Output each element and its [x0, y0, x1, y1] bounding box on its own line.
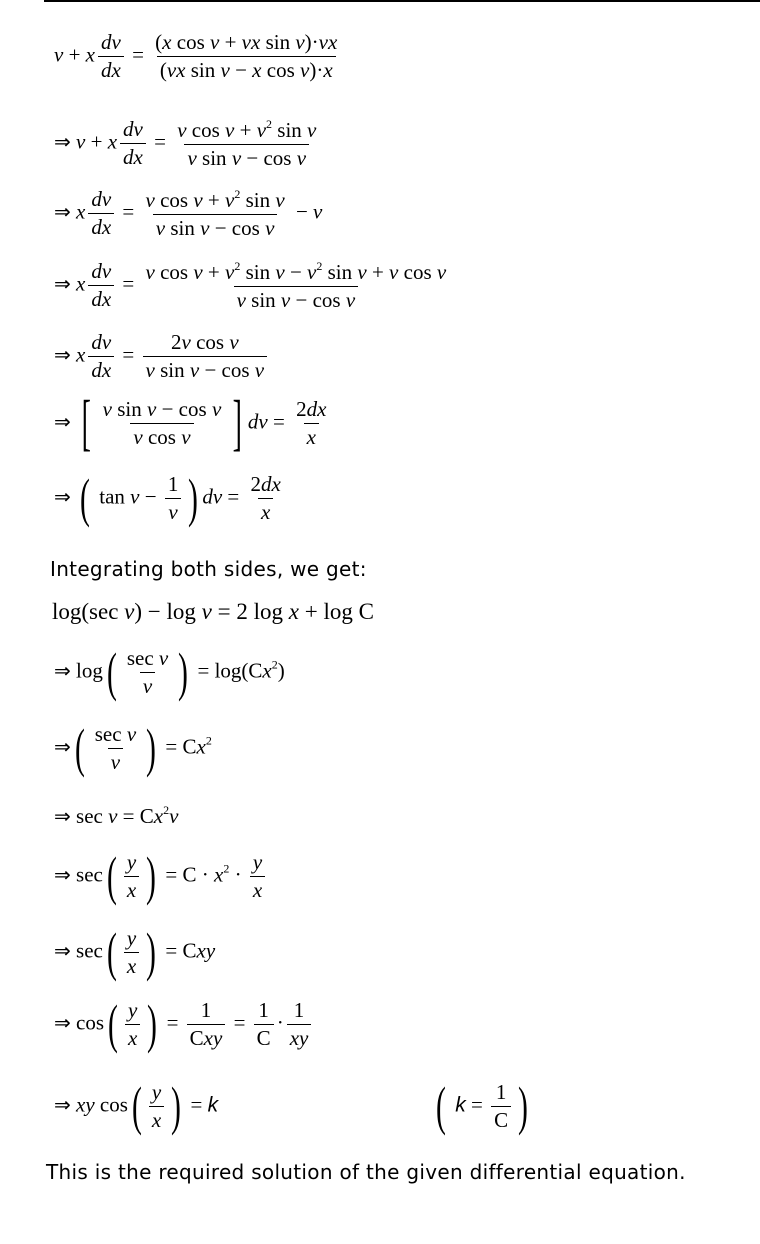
- equation-step-15: ⇒ xy cos( $\frac{y}{x}$ ) = k: [54, 1076, 219, 1137]
- equation-step-13: ⇒ sec( $\frac{y}{x}$ ) = Cxy: [54, 922, 216, 983]
- equation-step-3: ⇒ x $\frac{dv}{dx}$ = $\frac{v \cos v + v^2 \sin v}{\text{v sin v − cos v}}$ − v: [54, 187, 323, 240]
- equation-step-4: ⇒ x $\frac{dv}{dx}$ = $\frac{v \cos v + v^2 \sin v - v^2 \sin v + v \cos v}{\text{v sin v − cos v}}$: [54, 259, 447, 312]
- equation-step-12: ⇒ sec( $\frac{y}{x}$ ) = $C \cdot x^2$ · $\frac{y}{x}$: [54, 852, 268, 901]
- equation-step-8: log(sec v) − log v = 2 log x + log C: [52, 599, 374, 624]
- equation-step-10: ⇒( $\frac{\text{sec v}}{v}$ ) = $Cx^2$: [54, 718, 212, 779]
- equation-step-6: ⇒ [ $\frac{\text{v sin v − cos v}}{\text{v cos v}}$ ] dv = $\frac{2dx}{x}$: [54, 389, 327, 457]
- equation-step-5: ⇒ x $\frac{dv}{dx}$ = $\frac{\text{2v cos v}}{\text{v sin v − cos v}}$: [54, 332, 270, 381]
- top-rule: [44, 0, 760, 2]
- conclusion-text: This is the required solution of the given differential equation.: [46, 1160, 686, 1184]
- integrating-text: Integrating both sides, we get:: [50, 557, 367, 581]
- constant-note: ( k = $\frac{1}{C}$ ): [436, 1076, 529, 1137]
- equation-step-2: ⇒ v + x $\frac{dv}{dx}$ = $\frac{v \cos v + v^2 \sin v}{\text{v sin v − cos v}}$: [54, 117, 317, 170]
- equation-step-14: ⇒ cos( $\frac{y}{x}$ ) = $\frac{1}{\text{Cxy}}$ = $\frac{1}{C}$ · $\frac{1}{xy}$: [54, 1000, 314, 1049]
- equation-step-1: v + x $\frac{dv}{dx}$ = $\frac{\text{(x cos v + vx sin v)·vx}}{\text{(vx sin v − x cos v)·x}}$: [54, 30, 338, 82]
- equation-step-9: ⇒ log( $\frac{\text{sec v}}{v}$ ) = $\log(Cx^2)$: [54, 642, 285, 703]
- equation-step-7: ⇒ ( tan v − $\frac{1}{v}$ ) dv = $\frac{2dx}{x}$: [54, 468, 281, 529]
- equation-step-11: ⇒ $\sec v = Cx^2v$: [54, 803, 179, 828]
